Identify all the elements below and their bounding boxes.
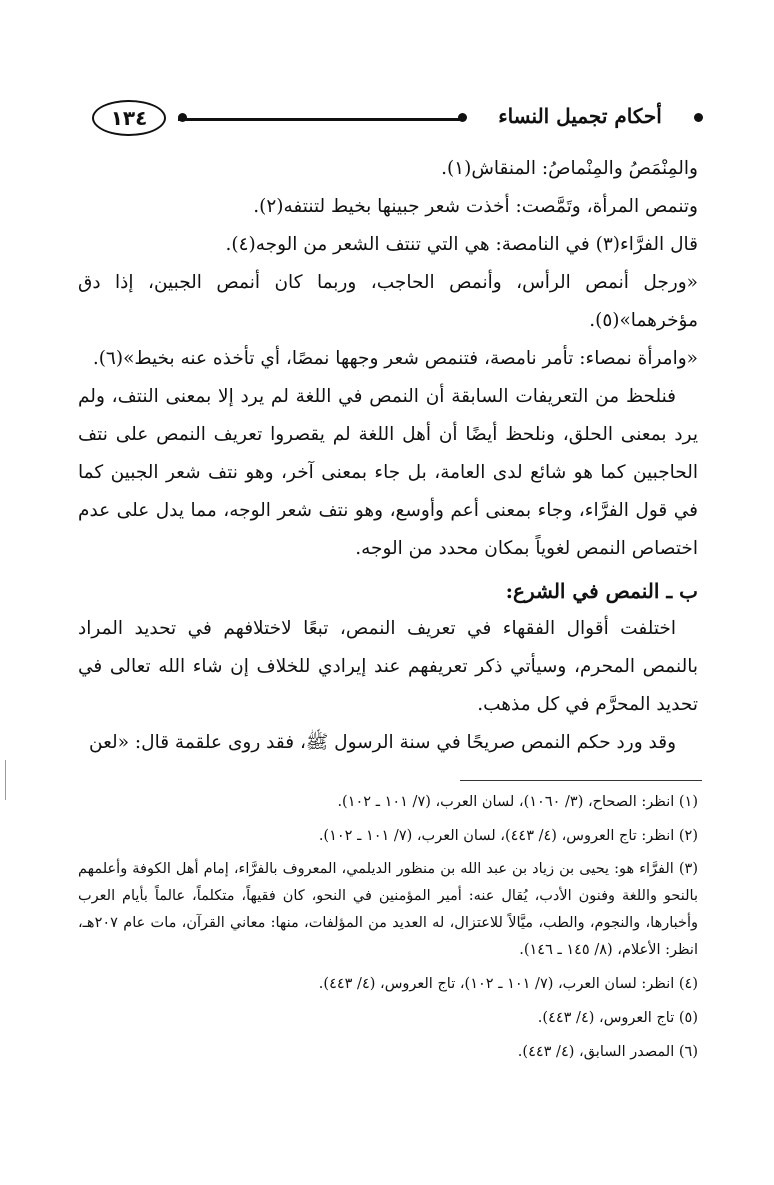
footnote: (٢) انظر: تاج العروس، (٤/ ٤٤٣)، لسان العرب، (٧/ ١٠١ ـ ١٠٢). (318, 828, 698, 844)
body-paragraph: اختلفت أقوال الفقهاء في تعريف النمص، تبعًا لاختلافهم في تحديد المراد بالنمص المحرم، وسيأتي ذكر تعريفهم عند إيرادي للخلاف إن شاء الله تعالى في تحديد المحرَّم في كل مذهب. (78, 618, 698, 715)
footnote: (٤) انظر: لسان العرب، (٧/ ١٠١ ـ ١٠٢)، تاج العروس، (٤/ ٤٤٣). (318, 976, 698, 992)
section-heading: ب ـ النمص في الشرع: (505, 579, 698, 603)
page-number: ١٣٤ (92, 100, 166, 136)
main-text (78, 150, 698, 762)
margin-mark (5, 760, 6, 800)
body-paragraph: والمِنْمَصُ والمِنْماصُ: المنقاش(١). (441, 158, 698, 179)
body-paragraph: «وامرأة نمصاء: تأمر نامصة، فتنمص شعر وجهها نمصًا، أي تأخذه عنه بخيط»(٦). (92, 348, 698, 369)
header-rule (178, 118, 460, 121)
footnotes (78, 788, 698, 1072)
running-title: أحكام تجميل النساء (498, 104, 662, 128)
body-paragraph: قال الفرَّاء(٣) في النامصة: هي التي تنتف الشعر من الوجه(٤). (225, 234, 698, 255)
page-header (80, 100, 700, 134)
footnote: (٥) تاج العروس، (٤/ ٤٤٣). (537, 1010, 698, 1026)
body-paragraph: فنلحظ من التعريفات السابقة أن النمص في اللغة لم يرد إلا بمعنى النتف، ولم يرد بمعنى الحلق، ونلحظ أيضًا أن أهل اللغة لم يقصروا تعريف النمص على نتف الحاجبين كما هو شائع لدى العامة، بل جاء بمعنى آخر، وهو نتف شعر الجبين كما في قول الفرَّاء، وجاء بمعنى أعم وأوسع، وهو نتف شعر الوجه، مما يدل على عدم اختصاص النمص لغوياً بمكان محدد من الوجه. (78, 386, 698, 559)
footnote: (٣) الفرَّاء هو: يحيى بن زياد بن عبد الله بن منظور الديلمي، المعروف بالفرَّاء، إمام أهل الكوفة وأعلمهم بالنحو واللغة وفنون الأدب، يُقال عنه: أمير المؤمنين في النحو، كان فقيهاً، متكلماً، عالماً بأيام العرب وأخبارها، والنجوم، والطب، ميَّالاً للاعتزال، له العديد من المؤلفات، منها: معاني القرآن، مات عام ٢٠٧هـ، انظر: الأعلام، (٨/ ١٤٥ ـ ١٤٦). (78, 861, 698, 958)
footnote: (٦) المصدر السابق، (٤/ ٤٤٣). (517, 1044, 698, 1060)
footnote-separator (460, 780, 702, 781)
header-dot-icon (694, 113, 703, 122)
footnote: (١) انظر: الصحاح، (٣/ ١٠٦٠)، لسان العرب، (٧/ ١٠١ ـ ١٠٢). (337, 794, 698, 810)
body-paragraph: «ورجل أنمص الرأس، وأنمص الحاجب، وربما كان أنمص الجبين، إذا دق مؤخرهما»(٥). (78, 272, 698, 331)
body-paragraph: وقد ورد حكم النمص صريحًا في سنة الرسول ﷺ، فقد روى علقمة قال: «لعن (89, 732, 676, 753)
body-paragraph: وتنمص المرأة، وتَمَّصت: أخذت شعر جبينها بخيط لتنتفه(٢). (253, 196, 698, 217)
